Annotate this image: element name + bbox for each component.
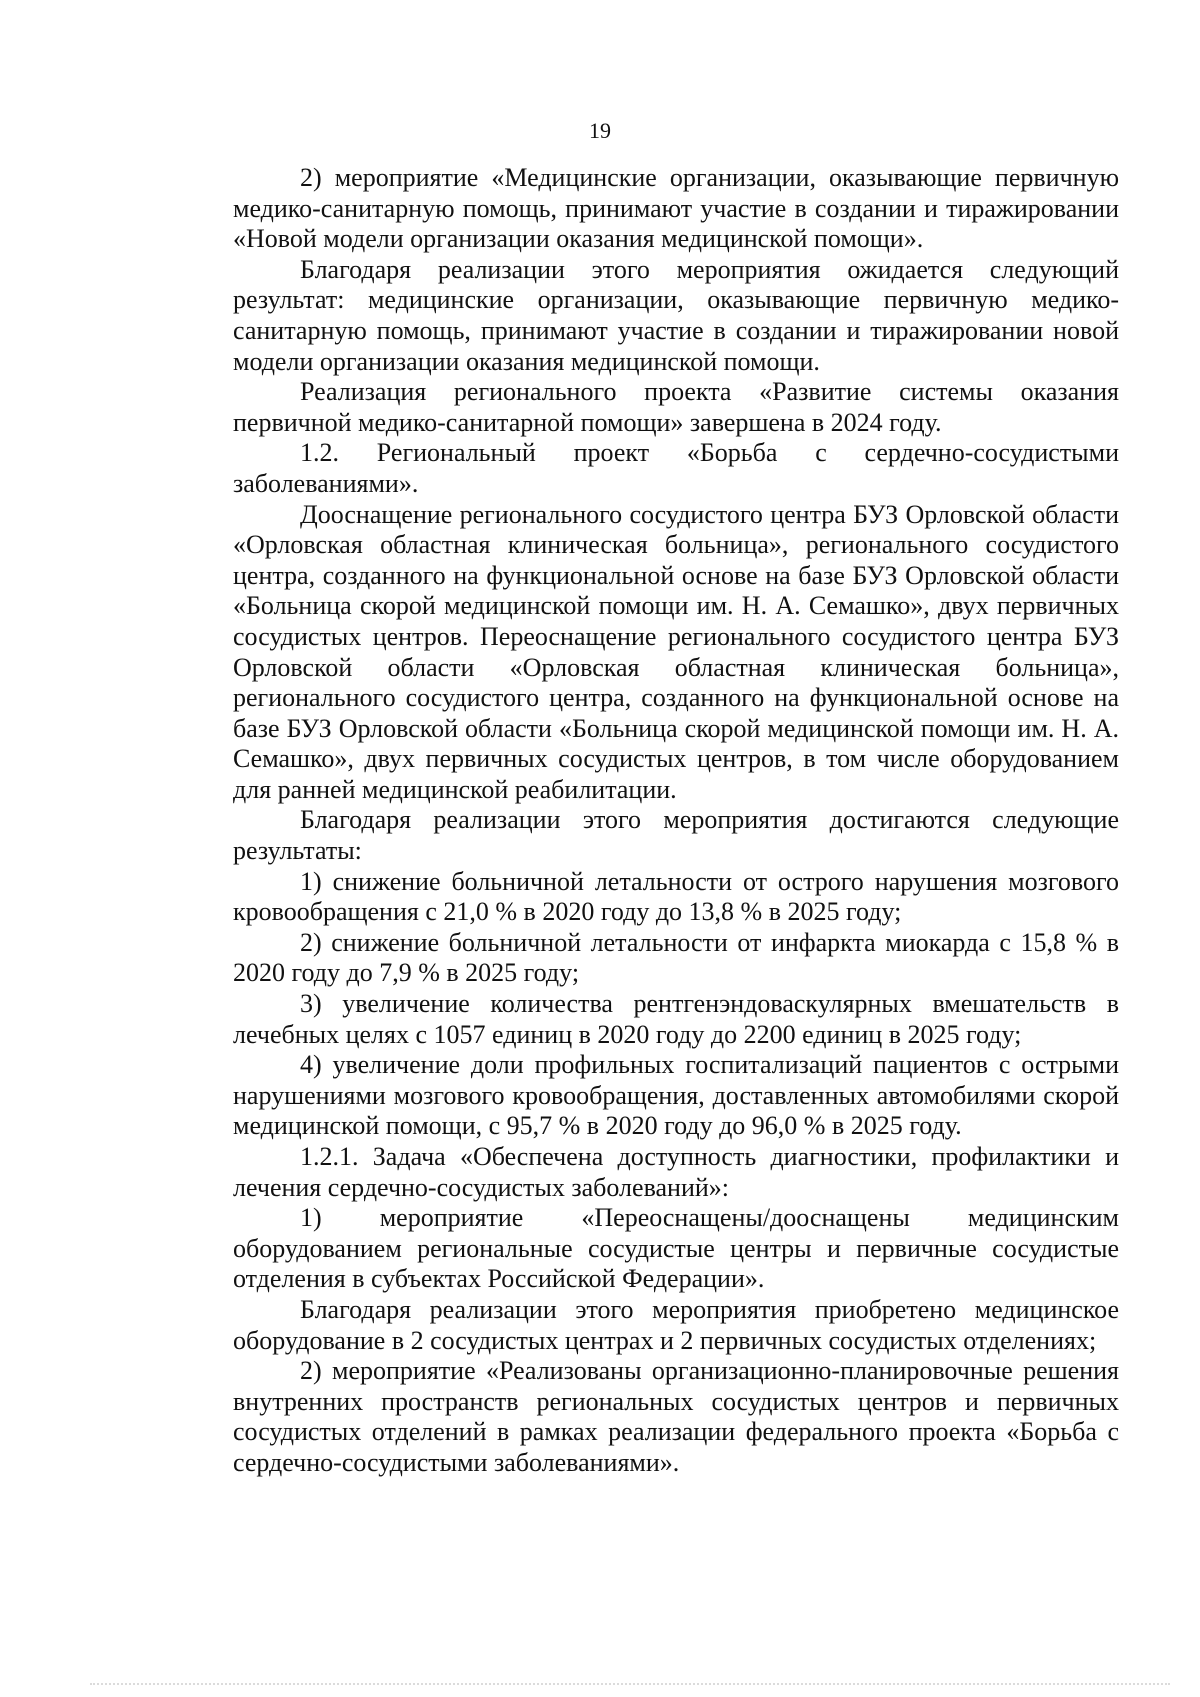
paragraph: 2) мероприятие «Медицинские организации, оказывающие первичную медико-санитарную помощь, принимают участие в создании и тиражировании «Новой модели организации оказания медицинской помощи». [233,163,1119,254]
paragraph: Благодаря реализации этого мероприятия приобретено медицинское оборудование в 2 сосудистых центрах и 2 первичных сосудистых отделениях; [233,1294,1119,1355]
list-item: 1) мероприятие «Переоснащены/дооснащены медицинским оборудованием региональные сосудистые центры и первичные сосудистые отделения в субъектах Российской Федерации». [233,1203,1119,1294]
paragraph: Благодаря реализации этого мероприятия достигаются следующие результаты: [233,805,1119,866]
scan-artifact [90,1683,1170,1689]
list-item: 2) мероприятие «Реализованы организационно-планировочные решения внутренних пространств региональных сосудистых центров и первичных сосудистых отделений в рамках реализации федерального проекта «Борьба с сердечно-сосудистыми заболеваниями». [233,1356,1119,1477]
list-item: 4) увеличение доли профильных госпитализаций пациентов с острыми нарушениями мозгового кровообращения, доставленных автомобилями скорой медицинской помощи, с 95,7 % в 2020 году до 96,0 % в 2025 году. [233,1050,1119,1141]
list-item: 2) снижение больничной летальности от инфаркта миокарда с 15,8 % в 2020 году до 7,9 % в 2025 году; [233,927,1119,988]
page-number: 19 [589,118,611,143]
list-item: 1) снижение больничной летальности от острого нарушения мозгового кровообращения с 21,0 % в 2020 году до 13,8 % в 2025 году; [233,866,1119,927]
task-heading: 1.2.1. Задача «Обеспечена доступность диагностики, профилактики и лечения сердечно-сосудистых заболеваний»: [233,1142,1119,1202]
section-heading: 1.2. Региональный проект «Борьба с сердечно-сосудистыми заболеваниями». [233,438,1119,498]
list-item: 3) увеличение количества рентгенэндоваскулярных вмешательств в лечебных целях с 1057 единиц в 2020 году до 2200 единиц в 2025 году; [233,989,1119,1049]
paragraph: Дооснащение регионального сосудистого центра БУЗ Орловской области «Орловская областная клиническая больница», регионального сосудистого центра, созданного на функциональной основе на базе БУЗ Орловской области «Больница скорой медицинской помощи им. Н. А. Семашко», двух первичных сосудистых центров. Переоснащение регионального сосудистого центра БУЗ Орловской области «Орловская областная клиническая больница», регионального сосудистого центра, созданного на функциональной основе на базе БУЗ Орловской области «Больница скорой медицинской помощи им. Н. А. Семашко», двух первичных сосудистых центров, в том числе оборудованием для ранней медицинской реабилитации. [233,499,1119,804]
document-body [233,163,1119,1479]
paragraph: Благодаря реализации этого мероприятия ожидается следующий результат: медицинские организации, оказывающие первичную медико-санитарную помощь, принимают участие в создании и тиражировании новой модели организации оказания медицинской помощи. [233,254,1119,376]
paragraph: Реализация регионального проекта «Развитие системы оказания первичной медико-санитарной помощи» завершена в 2024 году. [233,377,1119,437]
